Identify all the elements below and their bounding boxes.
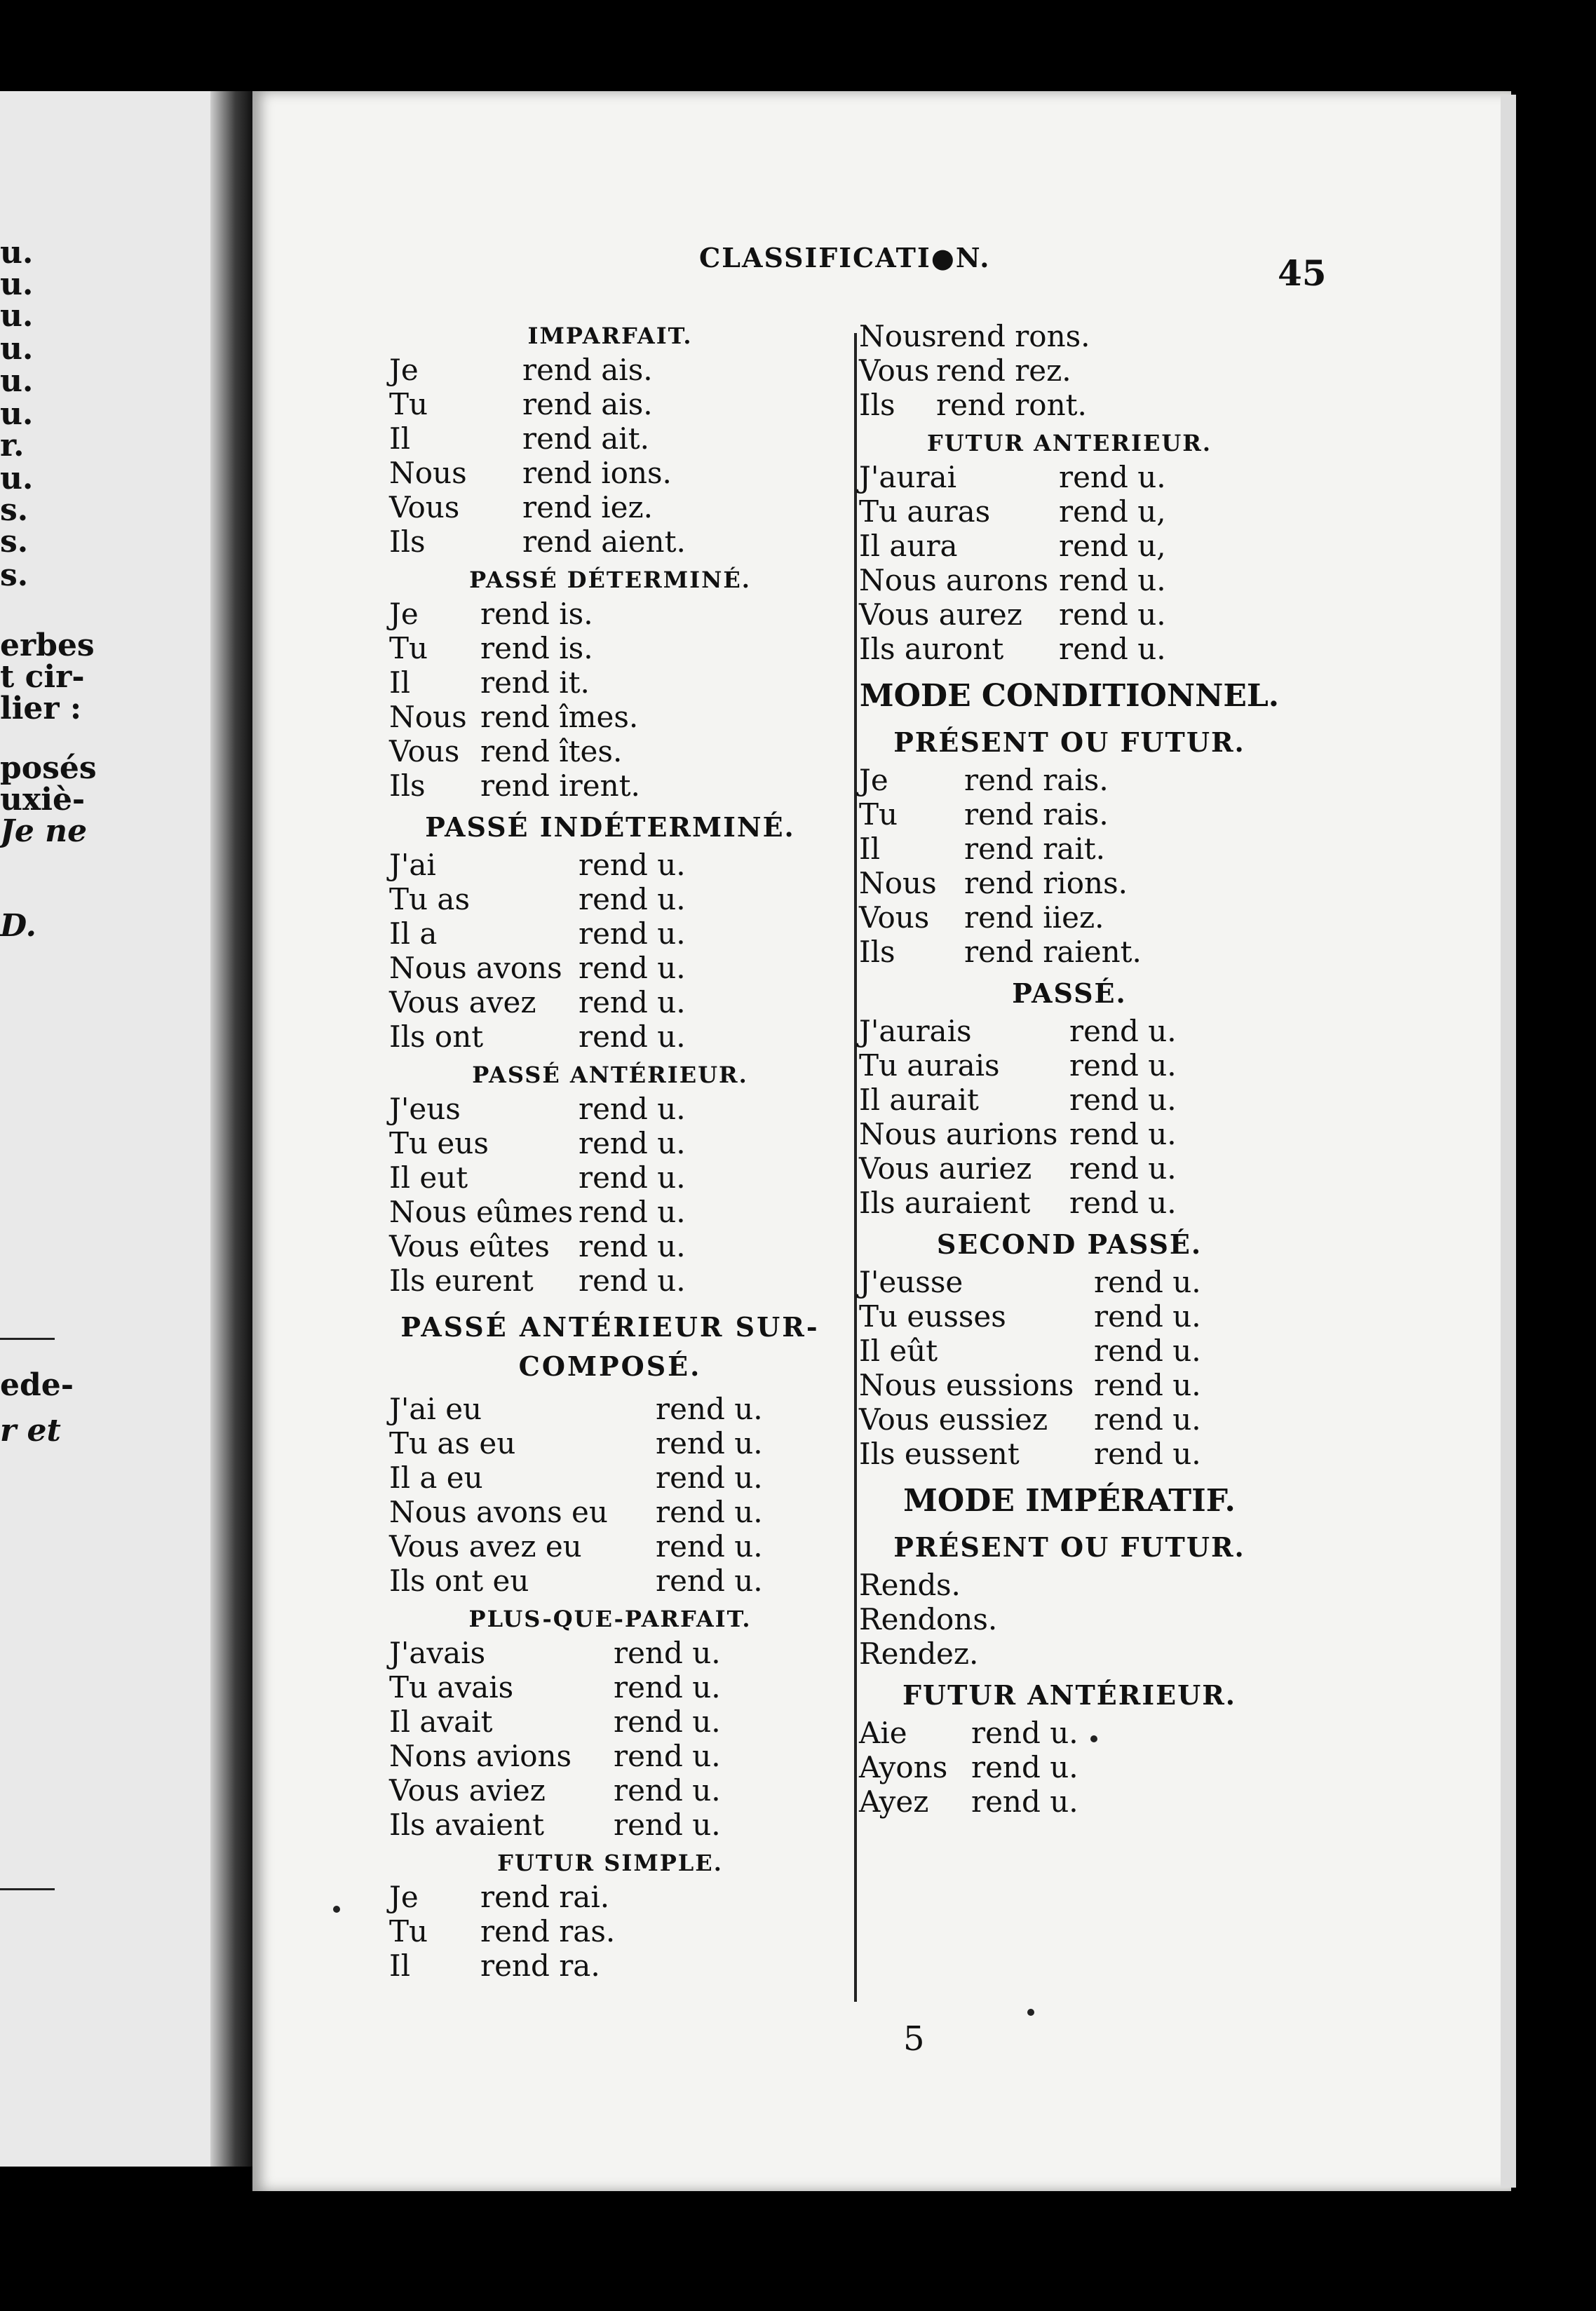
conjugation-row (852, 1014, 1287, 1048)
verb-form: rend u. (1069, 1014, 1177, 1048)
conjugation-row (852, 1750, 1287, 1784)
conjugation-row (382, 916, 838, 951)
verb-form: rend u. (1094, 1265, 1201, 1299)
verb-form: rend u. (1094, 1437, 1201, 1471)
verb-form: rend u. (1094, 1402, 1201, 1437)
pronoun: Ils ont (389, 1019, 484, 1054)
pronoun: Vous eûtes (389, 1229, 550, 1263)
pronoun: Ils auraient (859, 1186, 1031, 1220)
conjugation-row (852, 388, 1287, 422)
conjugation-row (852, 935, 1287, 969)
verb-form: rend u. (656, 1495, 763, 1529)
pronoun: Ils (859, 935, 895, 969)
book-gutter (210, 91, 252, 2167)
verb-form: rend it. (480, 665, 590, 700)
verb-form: rend u. (656, 1392, 763, 1426)
conjugation-row (382, 1126, 838, 1160)
pronoun: Tu (389, 387, 428, 421)
facing-page-fragment: u. (0, 331, 34, 367)
conjugation-row (382, 1949, 838, 1983)
conjugation-row (852, 1151, 1287, 1186)
conjugation-row (382, 951, 838, 985)
right-column (852, 319, 1287, 1823)
pronoun: Nous (859, 319, 937, 353)
pronoun: Tu (859, 797, 898, 832)
conjugation-row (382, 1495, 838, 1529)
page-number: 45 (1278, 252, 1327, 294)
conjugation-row (852, 1048, 1287, 1083)
verb-form: rend u. (1094, 1299, 1201, 1334)
left-column (382, 319, 838, 1987)
pronoun: Tu as eu (389, 1426, 516, 1461)
conjugation-row (382, 1160, 838, 1195)
conjugation-row (382, 1019, 838, 1054)
facing-page-fragment: r et (0, 1413, 61, 1449)
conjugation-row (382, 631, 838, 665)
facing-page-fragment: u. (0, 461, 34, 496)
conjugation-row (852, 1437, 1287, 1471)
section-gap (382, 1983, 838, 1987)
pronoun: Rend (859, 1568, 937, 1602)
ink-speck (1090, 1735, 1097, 1742)
verb-form: rend u. (971, 1784, 1078, 1819)
verb-form: rend ais. (522, 387, 653, 421)
verb-form: rend u. (579, 1195, 686, 1229)
verb-form: rend rions. (964, 866, 1128, 900)
pronoun: Je (859, 763, 888, 797)
conjugation-row (852, 1083, 1287, 1117)
pronoun: Il (389, 665, 411, 700)
conjugation-row (382, 524, 838, 559)
conjugation-row (382, 1808, 838, 1842)
pronoun: Vous (859, 353, 930, 388)
conjugation-row (382, 734, 838, 768)
section-gap (852, 1819, 1287, 1823)
verb-form: rend u. (971, 1716, 1078, 1750)
conjugation-row (852, 797, 1287, 832)
pronoun: Nous eussions (859, 1368, 1074, 1402)
verb-form: rend u. (656, 1461, 763, 1495)
mode-heading: MODE IMPÉRATIF. (903, 1483, 1236, 1519)
pronoun: Il eut (389, 1160, 468, 1195)
pronoun: Ils (389, 524, 426, 559)
running-head: CLASSIFICATI●N. (699, 242, 991, 273)
verb-form: rend u. (579, 951, 686, 985)
pronoun: J'aurais (859, 1014, 972, 1048)
conjugation-row (852, 563, 1287, 597)
pronoun: Vous (389, 734, 460, 768)
pronoun: Tu eusses (859, 1299, 1006, 1334)
pronoun: Vous (859, 900, 930, 935)
conjugation-row (852, 1299, 1287, 1334)
conjugation-row (382, 848, 838, 882)
conjugation-row (382, 1426, 838, 1461)
conjugation-row (382, 882, 838, 916)
verb-form: rend is. (480, 631, 593, 665)
pronoun: Vous avez (389, 985, 536, 1019)
pronoun: Vous eussiez (859, 1402, 1048, 1437)
conjugation-row (382, 1670, 838, 1705)
tense-heading: PASSÉ INDÉTERMINÉ. (425, 811, 795, 843)
verb-form: rend ras. (480, 1914, 616, 1949)
pronoun: Nous aurions (859, 1117, 1058, 1151)
facing-page-fragment: lier : (0, 691, 82, 726)
verb-form: rend u. (1059, 597, 1166, 632)
verb-form: rend ait. (522, 421, 649, 456)
facing-page-fragment: Je ne (0, 813, 88, 849)
conjugation-row (382, 985, 838, 1019)
pronoun: Il a (389, 916, 438, 951)
conjugation-row (382, 1392, 838, 1426)
tense-heading: FUTUR ANTERIEUR. (927, 430, 1212, 456)
verb-form: rend u. (1069, 1083, 1177, 1117)
mode-heading: MODE CONDITIONNEL. (859, 678, 1280, 714)
conjugation-row (382, 353, 838, 387)
pronoun: J'ai eu (389, 1392, 482, 1426)
conjugation-row (382, 665, 838, 700)
facing-page-fragment: r. (0, 428, 25, 463)
verb-form: rend rais. (964, 763, 1109, 797)
verb-form: rend u. (1069, 1048, 1177, 1083)
pronoun: Tu auras (859, 494, 991, 529)
pronoun: Nous (389, 700, 467, 734)
facing-page-fragment: u. (0, 235, 34, 271)
conjugation-row (852, 1265, 1287, 1299)
tense-heading: PRÉSENT OU FUTUR. (893, 1531, 1245, 1563)
tense-heading: PASSÉ ANTÉRIEUR. (472, 1062, 748, 1088)
pronoun: Tu aurais (859, 1048, 1000, 1083)
conjugation-row (852, 529, 1287, 563)
tense-heading: SECOND PASSÉ. (936, 1228, 1203, 1260)
conjugation-row (382, 1705, 838, 1739)
verb-form: s. (936, 1568, 961, 1602)
pronoun: Vous auriez (859, 1151, 1032, 1186)
folio-number: 5 (903, 2019, 925, 2059)
conjugation-row (852, 319, 1287, 353)
conjugation-row (852, 900, 1287, 935)
pronoun: Nous (389, 456, 467, 490)
conjugation-row (382, 1564, 838, 1598)
facing-page-fragment: u. (0, 396, 34, 432)
tense-heading-line: PASSÉ ANTÉRIEUR SUR- (400, 1311, 820, 1343)
verb-form: rend ions. (522, 456, 672, 490)
verb-form: rend ais. (522, 353, 653, 387)
conjugation-row (382, 1636, 838, 1670)
verb-form: rend rez. (936, 353, 1071, 388)
pronoun: Ils (859, 388, 895, 422)
conjugation-row (382, 1739, 838, 1773)
conjugation-row (852, 1636, 1287, 1671)
conjugation-row (852, 1402, 1287, 1437)
conjugation-row (852, 866, 1287, 900)
conjugation-row (382, 597, 838, 631)
verb-form: rend iez. (522, 490, 653, 524)
conjugation-row (382, 1092, 838, 1126)
pronoun: Vous (389, 490, 460, 524)
conjugation-row (382, 456, 838, 490)
pronoun: Rend (859, 1636, 937, 1671)
conjugation-row (852, 460, 1287, 494)
pronoun: Ils ont eu (389, 1564, 529, 1598)
conjugation-row (852, 1784, 1287, 1819)
conjugation-row (382, 1529, 838, 1564)
facing-page-fragment: s. (0, 492, 29, 528)
conjugation-row (382, 1263, 838, 1298)
facing-page-rule (0, 1338, 55, 1340)
verb-form: rend îmes. (480, 700, 639, 734)
pronoun: Je (389, 353, 419, 387)
pronoun: Ils avaient (389, 1808, 544, 1842)
conjugation-row (382, 387, 838, 421)
tense-heading-line: COMPOSÉ. (518, 1350, 702, 1382)
verb-form: rend u. (579, 1160, 686, 1195)
verb-form: rend u. (1069, 1151, 1177, 1186)
pronoun: Je (389, 1880, 419, 1914)
tense-heading: IMPARFAIT. (527, 323, 693, 349)
pronoun: Nous eûmes (389, 1195, 574, 1229)
verb-form: rend u. (579, 916, 686, 951)
facing-page-fragment: s. (0, 524, 29, 560)
conjugation-row (382, 1229, 838, 1263)
verb-form: rend u. (579, 985, 686, 1019)
verb-form: rend u. (971, 1750, 1078, 1784)
verb-form: rend u. (614, 1670, 721, 1705)
pronoun: Rend (859, 1602, 937, 1636)
pronoun: Il eût (859, 1334, 938, 1368)
page-edge (1501, 95, 1516, 2188)
verb-form: rend u. (1069, 1186, 1177, 1220)
pronoun: Il a eu (389, 1461, 483, 1495)
verb-form: rend u. (579, 882, 686, 916)
facing-page-fragment: t cir- (0, 659, 85, 695)
conjugation-row (382, 768, 838, 803)
conjugation-row (852, 1117, 1287, 1151)
conjugation-row (852, 494, 1287, 529)
verb-form: rend raient. (964, 935, 1142, 969)
facing-page-fragment: u. (0, 266, 34, 302)
verb-form: rend iiez. (964, 900, 1104, 935)
verb-form: rend u. (656, 1426, 763, 1461)
pronoun: Tu as (389, 882, 471, 916)
facing-page-fragment: u. (0, 363, 34, 399)
verb-form: rend u. (579, 1092, 686, 1126)
pronoun: Je (389, 597, 419, 631)
verb-form: rend u. (1094, 1368, 1201, 1402)
conjugation-row (382, 421, 838, 456)
verb-form: rend u. (1069, 1117, 1177, 1151)
facing-page-fragment: u. (0, 298, 34, 334)
verb-form: rend rai. (480, 1880, 610, 1914)
pronoun: Ils eussent (859, 1437, 1020, 1471)
pronoun: J'ai (389, 848, 436, 882)
verb-form: rend îtes. (480, 734, 623, 768)
verb-form: rend u. (1059, 563, 1166, 597)
pronoun: Il (389, 1949, 411, 1983)
verb-form: rend u. (614, 1773, 721, 1808)
conjugation-row (382, 1880, 838, 1914)
conjugation-row (852, 597, 1287, 632)
verb-form: rend u, (1059, 494, 1166, 529)
pronoun: Vous aviez (389, 1773, 546, 1808)
pronoun: Aie (859, 1716, 907, 1750)
verb-form: rend aient. (522, 524, 686, 559)
tense-heading: PASSÉ. (1012, 977, 1127, 1009)
conjugation-row (852, 1334, 1287, 1368)
conjugation-row (382, 490, 838, 524)
pronoun: Il (389, 421, 411, 456)
pronoun: Ils eurent (389, 1263, 534, 1298)
verb-form: rend u. (1094, 1334, 1201, 1368)
conjugation-row (852, 1716, 1287, 1750)
pronoun: Il aurait (859, 1083, 979, 1117)
pronoun: Tu avais (389, 1670, 514, 1705)
verb-form: rend u. (656, 1564, 763, 1598)
pronoun: Tu (389, 631, 428, 665)
pronoun: Tu eus (389, 1126, 489, 1160)
conjugation-row (852, 632, 1287, 666)
pronoun: Vous avez eu (389, 1529, 582, 1564)
pronoun: J'eusse (859, 1265, 963, 1299)
verb-form: rend u. (1059, 632, 1166, 666)
verb-form: rend u. (614, 1636, 721, 1670)
verb-form: rend rait. (964, 832, 1105, 866)
facing-page-fragment: s. (0, 557, 29, 593)
tense-heading (382, 1302, 838, 1392)
pronoun: J'aurai (859, 460, 957, 494)
facing-page-fragment: D. (0, 908, 36, 944)
pronoun: Tu (389, 1914, 428, 1949)
conjugation-row (852, 353, 1287, 388)
conjugation-row (852, 832, 1287, 866)
conjugation-row (382, 1914, 838, 1949)
facing-page-fragment: ede- (0, 1367, 74, 1403)
pronoun: J'avais (389, 1636, 486, 1670)
pronoun: Nous avons eu (389, 1495, 608, 1529)
pronoun: Vous aurez (859, 597, 1022, 632)
conjugation-row (852, 1602, 1287, 1636)
pronoun: Ayons (859, 1750, 948, 1784)
verb-form: rend irent. (480, 768, 640, 803)
verb-form: ons. (936, 1602, 998, 1636)
verb-form: rend u. (579, 1126, 686, 1160)
verb-form: rend rons. (936, 319, 1090, 353)
verb-form: ez. (936, 1636, 979, 1671)
verb-form: rend u. (1059, 460, 1166, 494)
facing-page (0, 91, 235, 2167)
facing-page-fragment: posés (0, 750, 97, 786)
ink-speck (1027, 2009, 1034, 2016)
verb-form: rend rais. (964, 797, 1109, 832)
conjugation-row (852, 1368, 1287, 1402)
pronoun: Il (859, 832, 881, 866)
tense-heading: FUTUR ANTÉRIEUR. (902, 1679, 1237, 1711)
facing-page-fragment: uxiè- (0, 782, 86, 818)
conjugation-row (382, 1461, 838, 1495)
pronoun: Nous (859, 866, 937, 900)
verb-form: rend u. (614, 1808, 721, 1842)
pronoun: J'eus (389, 1092, 461, 1126)
pronoun: Il avait (389, 1705, 493, 1739)
verb-form: rend u. (579, 1019, 686, 1054)
conjugation-row (382, 1195, 838, 1229)
pronoun: Il aura (859, 529, 958, 563)
verb-form: rend u, (1059, 529, 1166, 563)
verb-form: rend u. (579, 1229, 686, 1263)
verb-form: rend is. (480, 597, 593, 631)
verb-form: rend u. (656, 1529, 763, 1564)
pronoun: Ayez (859, 1784, 929, 1819)
tense-heading: PRÉSENT OU FUTUR. (893, 726, 1245, 758)
conjugation-row (382, 700, 838, 734)
pronoun: Nous aurons (859, 563, 1049, 597)
facing-page-fragment: erbes (0, 628, 95, 663)
conjugation-row (852, 1186, 1287, 1220)
ink-speck (333, 1906, 340, 1913)
facing-page-rule (0, 1888, 55, 1890)
verb-form: rend ront. (936, 388, 1087, 422)
tense-heading: PLUS-QUE-PARFAIT. (468, 1606, 752, 1632)
conjugation-row (852, 1568, 1287, 1602)
pronoun: Nous avons (389, 951, 562, 985)
verb-form: rend u. (614, 1739, 721, 1773)
verb-form: rend u. (579, 1263, 686, 1298)
pronoun: Ils (389, 768, 426, 803)
tense-heading: PASSÉ DÉTERMINÉ. (469, 567, 751, 593)
verb-form: rend u. (614, 1705, 721, 1739)
conjugation-row (852, 763, 1287, 797)
pronoun: Nons avions (389, 1739, 572, 1773)
tense-heading: FUTUR SIMPLE. (497, 1850, 723, 1876)
verb-form: rend ra. (480, 1949, 600, 1983)
verb-form: rend u. (579, 848, 686, 882)
conjugation-row (382, 1773, 838, 1808)
pronoun: Ils auront (859, 632, 1004, 666)
